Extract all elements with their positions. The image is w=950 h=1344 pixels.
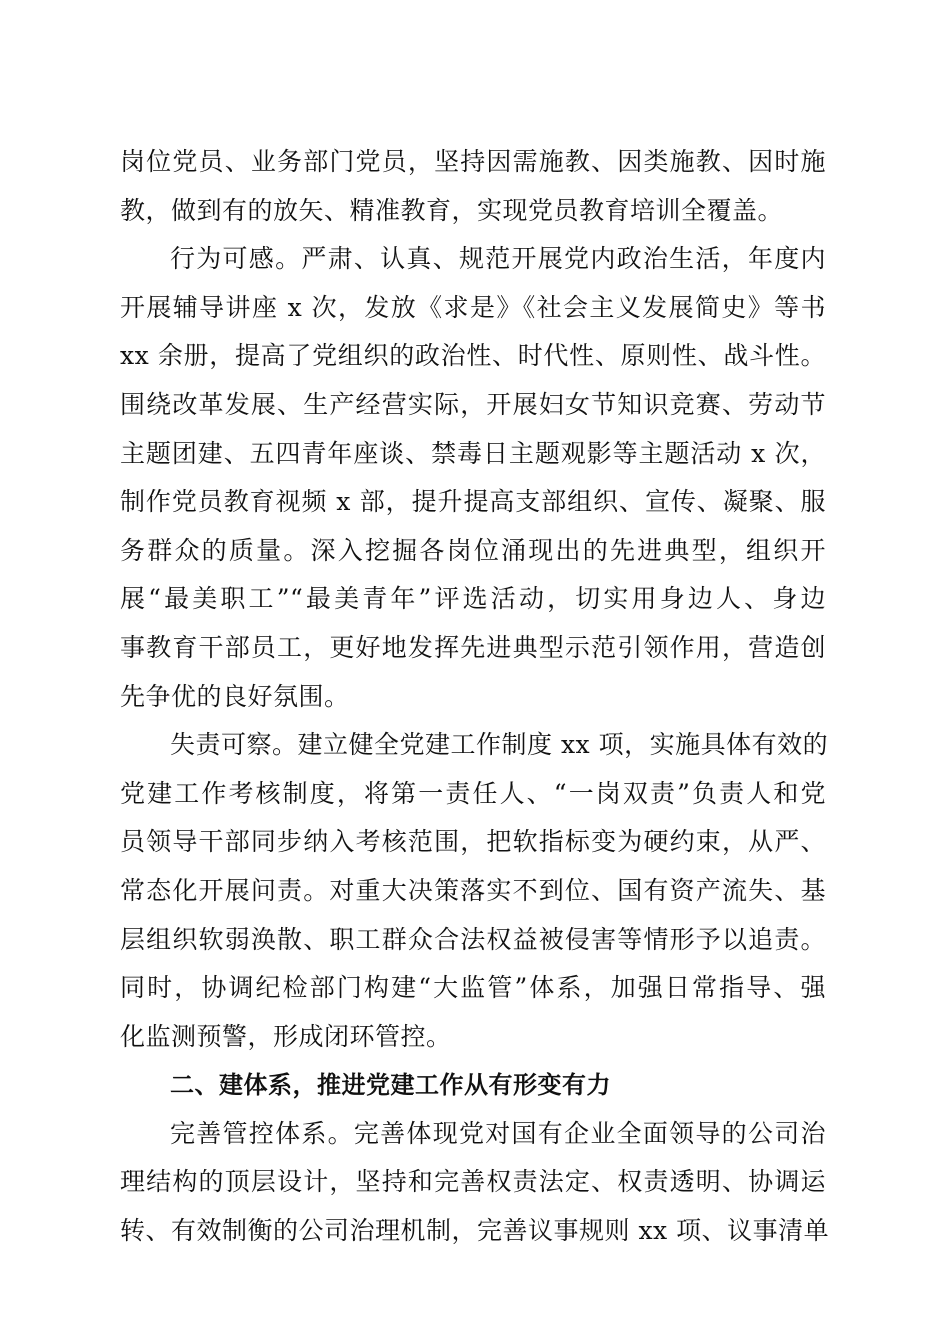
paragraph-line: 完善管控体系。完善体现党对国有企业全面领导的公司治 [170, 1118, 826, 1148]
paragraph-line: 行为可感。严肃、认真、规范开展党内政治生活，年度内 [170, 244, 826, 274]
paragraph-line: 先争优的良好氛围。 [120, 681, 350, 711]
paragraph-line: 展“最美职工”“最美青年”评选活动，切实用身边人、身边 [120, 584, 826, 614]
document-body [120, 138, 830, 1256]
paragraph-line: 事教育干部员工，更好地发挥先进典型示范引领作用，营造创 [120, 632, 826, 662]
paragraph-line: 党建工作考核制度，将第一责任人、“一岗双责”负责人和党 [120, 778, 826, 808]
paragraph-line: 开展辅导讲座 x 次，发放《求是》《社会主义发展简史》等书 [120, 292, 826, 322]
paragraph-line: 同时，协调纪检部门构建“大监管”体系，加强日常指导、强 [120, 973, 826, 1003]
paragraph-line: xx 余册，提高了党组织的政治性、时代性、原则性、战斗性。 [120, 341, 826, 371]
paragraph-line: 务群众的质量。深入挖掘各岗位涌现出的先进典型，组织开 [120, 535, 826, 565]
paragraph-line: 失责可察。建立健全党建工作制度 xx 项，实施具体有效的 [170, 730, 829, 760]
paragraph-line: 岗位党员、业务部门党员，坚持因需施教、因类施教、因时施 [120, 147, 826, 176]
paragraph-line: 围绕改革发展、生产经营实际，开展妇女节知识竞赛、劳动节 [120, 389, 826, 419]
paragraph-line: 制作党员教育视频 x 部，提升提高支部组织、宣传、凝聚、服 [120, 487, 826, 517]
paragraph-line: 员领导干部同步纳入考核范围，把软指标变为硬约束，从严、 [120, 827, 826, 857]
paragraph-line: 理结构的顶层设计，坚持和完善权责法定、权责透明、协调运 [120, 1167, 826, 1197]
paragraph-line: 常态化开展问责。对重大决策落实不到位、国有资产流失、基 [120, 875, 826, 905]
section-heading: 二、建体系，推进党建工作从有形变有力 [170, 1071, 611, 1100]
paragraph-line: 教，做到有的放矢、精准教育，实现党员教育培训全覆盖。 [120, 195, 784, 225]
paragraph-line: 化监测预警，形成闭环管控。 [120, 1021, 452, 1051]
paragraph-line: 转、有效制衡的公司治理机制，完善议事规则 xx 项、议事清单 [120, 1216, 830, 1246]
paragraph-line: 层组织软弱涣散、职工群众合法权益被侵害等情形予以追责。 [120, 924, 826, 954]
paragraph-line: 主题团建、五四青年座谈、禁毒日主题观影等主题活动 x 次， [120, 438, 826, 468]
